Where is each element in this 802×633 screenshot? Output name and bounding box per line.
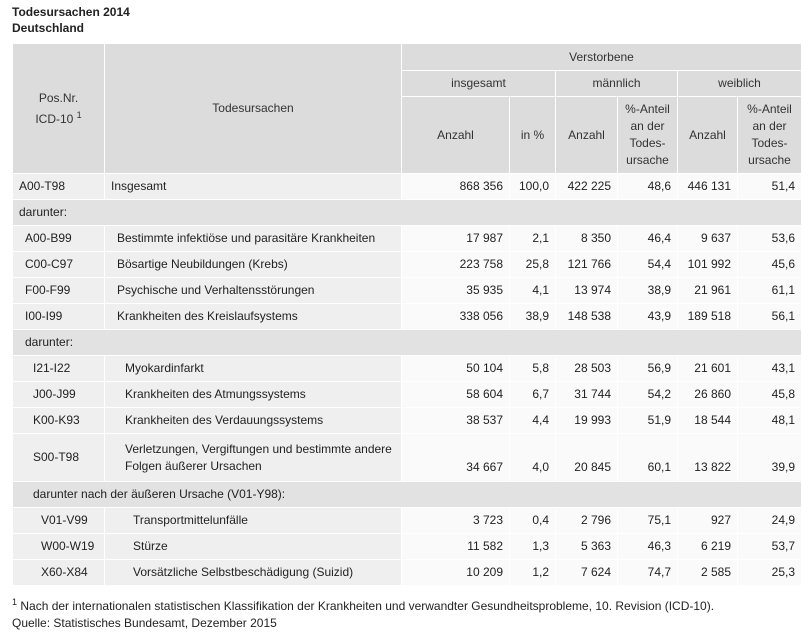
row-pct: 100,0 (510, 174, 556, 200)
section-label: darunter: (13, 200, 802, 226)
row-male: 7 624 (556, 560, 618, 586)
row-male: 121 766 (556, 252, 618, 278)
row-female-share: 61,1 (738, 278, 802, 304)
section-label: darunter nach der äußeren Ursache (V01-Y98): (13, 482, 802, 508)
header-icd (19, 107, 98, 128)
row-total: 38 537 (402, 408, 510, 434)
source-note: Quelle: Statistisches Bundesamt, Dezember 2015 (12, 616, 277, 630)
row-pct: 4,0 (510, 434, 556, 482)
table-row (13, 508, 802, 534)
row-code: S00-T98 (13, 434, 105, 482)
row-pct: 25,8 (510, 252, 556, 278)
row-male: 13 974 (556, 278, 618, 304)
row-total: 338 056 (402, 304, 510, 330)
row-total: 3 723 (402, 508, 510, 534)
share-line-3: Todes- (751, 136, 788, 150)
footnote-marker: 1 (12, 597, 18, 607)
row-female: 21 961 (678, 278, 738, 304)
row-pct: 4,1 (510, 278, 556, 304)
row-male-share: 46,3 (618, 534, 678, 560)
row-male-share: 38,9 (618, 278, 678, 304)
row-total: 50 104 (402, 356, 510, 382)
table-row (13, 356, 802, 382)
share-line-2: an der (630, 119, 665, 133)
header-cause: Todesursachen (105, 44, 402, 174)
row-male-share: 56,9 (618, 356, 678, 382)
row-male-share: 60,1 (618, 434, 678, 482)
row-male-share: 54,2 (618, 382, 678, 408)
table-row (13, 278, 802, 304)
row-label: Myokardinfarkt (105, 356, 402, 382)
row-male: 8 350 (556, 226, 618, 252)
row-female-share: 24,9 (738, 508, 802, 534)
row-female: 21 601 (678, 356, 738, 382)
row-label: Transportmittelunfälle (105, 508, 402, 534)
row-female-share: 53,7 (738, 534, 802, 560)
header-pos-icd (13, 44, 105, 174)
row-code: I00-I99 (13, 304, 105, 330)
row-label: Krankheiten des Verdauungssystems (105, 408, 402, 434)
row-label: Krankheiten des Atmungssystems (105, 382, 402, 408)
row-total: 58 604 (402, 382, 510, 408)
row-female: 101 992 (678, 252, 738, 278)
row-code: A00-B99 (13, 226, 105, 252)
header-total-count: Anzahl (402, 97, 510, 174)
section-row (13, 482, 802, 508)
table-row (13, 174, 802, 200)
row-male: 31 744 (556, 382, 618, 408)
row-male-share: 46,4 (618, 226, 678, 252)
row-male: 20 845 (556, 434, 618, 482)
row-code: J00-J99 (13, 382, 105, 408)
row-female-share: 39,9 (738, 434, 802, 482)
row-code: K00-K93 (13, 408, 105, 434)
row-total: 868 356 (402, 174, 510, 200)
row-pct: 1,3 (510, 534, 556, 560)
row-male-share: 48,6 (618, 174, 678, 200)
header-male-count: Anzahl (556, 97, 618, 174)
row-code: V01-V99 (13, 508, 105, 534)
row-pct: 0,4 (510, 508, 556, 534)
row-pct: 38,9 (510, 304, 556, 330)
row-male-share: 75,1 (618, 508, 678, 534)
table-row (13, 408, 802, 434)
row-male-share: 74,7 (618, 560, 678, 586)
row-female: 18 544 (678, 408, 738, 434)
table-row (13, 434, 802, 482)
table-row (13, 252, 802, 278)
share-line-4: ursache (748, 153, 791, 167)
row-code: C00-C97 (13, 252, 105, 278)
row-total: 35 935 (402, 278, 510, 304)
row-label: Bösartige Neubildungen (Krebs) (105, 252, 402, 278)
row-female: 927 (678, 508, 738, 534)
row-label-line-1: Verletzungen, Vergiftungen und bestimmte andere (125, 441, 392, 456)
title-line-1: Todesursachen 2014 (12, 5, 130, 19)
row-male: 2 796 (556, 508, 618, 534)
header-group-deceased: Verstorbene (402, 44, 802, 71)
table-row (13, 226, 802, 252)
share-line-1: %-Anteil (747, 102, 792, 116)
header-female-count: Anzahl (678, 97, 738, 174)
row-female-share: 25,3 (738, 560, 802, 586)
row-label: Psychische und Verhaltensstörungen (105, 278, 402, 304)
header-male-share (618, 97, 678, 174)
row-female-share: 51,4 (738, 174, 802, 200)
row-female-share: 45,8 (738, 382, 802, 408)
row-female: 13 822 (678, 434, 738, 482)
row-female: 6 219 (678, 534, 738, 560)
row-code: X60-X84 (13, 560, 105, 586)
row-label (105, 434, 402, 482)
row-female-share: 48,1 (738, 408, 802, 434)
header-pos-label: Pos.Nr. (38, 90, 79, 105)
row-male-share: 51,9 (618, 408, 678, 434)
row-male: 422 225 (556, 174, 618, 200)
row-female-share: 56,1 (738, 304, 802, 330)
share-line-1: %-Anteil (625, 102, 670, 116)
row-total: 223 758 (402, 252, 510, 278)
row-pct: 4,4 (510, 408, 556, 434)
table-row (13, 560, 802, 586)
death-causes-table (12, 43, 802, 586)
share-line-2: an der (752, 119, 787, 133)
row-male: 5 363 (556, 534, 618, 560)
row-label-line-2: Folgen äußerer Ursachen (125, 458, 262, 473)
row-label: Bestimmte infektiöse und parasitäre Krankheiten (105, 226, 402, 252)
row-label: Insgesamt (105, 174, 402, 200)
row-total: 10 209 (402, 560, 510, 586)
footnote (12, 594, 762, 614)
table-title (12, 4, 130, 36)
row-male-share: 54,4 (618, 252, 678, 278)
row-total: 17 987 (402, 226, 510, 252)
row-code: I21-I22 (13, 356, 105, 382)
header-total-pct: in % (510, 97, 556, 174)
row-label: Krankheiten des Kreislaufsystems (105, 304, 402, 330)
table-row (13, 304, 802, 330)
share-line-3: Todes- (629, 136, 666, 150)
header-icd-sup: 1 (76, 109, 82, 120)
row-pct: 1,2 (510, 560, 556, 586)
table-row (13, 534, 802, 560)
row-male: 148 538 (556, 304, 618, 330)
row-female: 446 131 (678, 174, 738, 200)
header-female-share (738, 97, 802, 174)
row-male: 19 993 (556, 408, 618, 434)
row-female: 9 637 (678, 226, 738, 252)
row-pct: 5,8 (510, 356, 556, 382)
header-female: weiblich (678, 71, 802, 97)
row-female-share: 45,6 (738, 252, 802, 278)
row-label: Stürze (105, 534, 402, 560)
header-icd-label: ICD-10 (35, 111, 74, 126)
row-female: 26 860 (678, 382, 738, 408)
row-total: 34 667 (402, 434, 510, 482)
row-female: 2 585 (678, 560, 738, 586)
row-label: Vorsätzliche Selbstbeschädigung (Suizid) (105, 560, 402, 586)
section-row (13, 330, 802, 356)
section-row (13, 200, 802, 226)
header-total: insgesamt (402, 71, 556, 97)
row-code: A00-T98 (13, 174, 105, 200)
row-code: F00-F99 (13, 278, 105, 304)
section-label: darunter: (13, 330, 802, 356)
row-male-share: 43,9 (618, 304, 678, 330)
row-pct: 6,7 (510, 382, 556, 408)
header-male: männlich (556, 71, 678, 97)
row-total: 11 582 (402, 534, 510, 560)
row-pct: 2,1 (510, 226, 556, 252)
share-line-4: ursache (626, 153, 669, 167)
row-female-share: 53,6 (738, 226, 802, 252)
footnote-text: Nach der internationalen statistischen Klassifikation der Krankheiten und verwandter Gesundheitsprobleme, 10. Revision (ICD-10). (17, 599, 715, 613)
title-line-2: Deutschland (12, 21, 85, 35)
row-female: 189 518 (678, 304, 738, 330)
row-male: 28 503 (556, 356, 618, 382)
row-code: W00-W19 (13, 534, 105, 560)
row-female-share: 43,1 (738, 356, 802, 382)
table-row (13, 382, 802, 408)
